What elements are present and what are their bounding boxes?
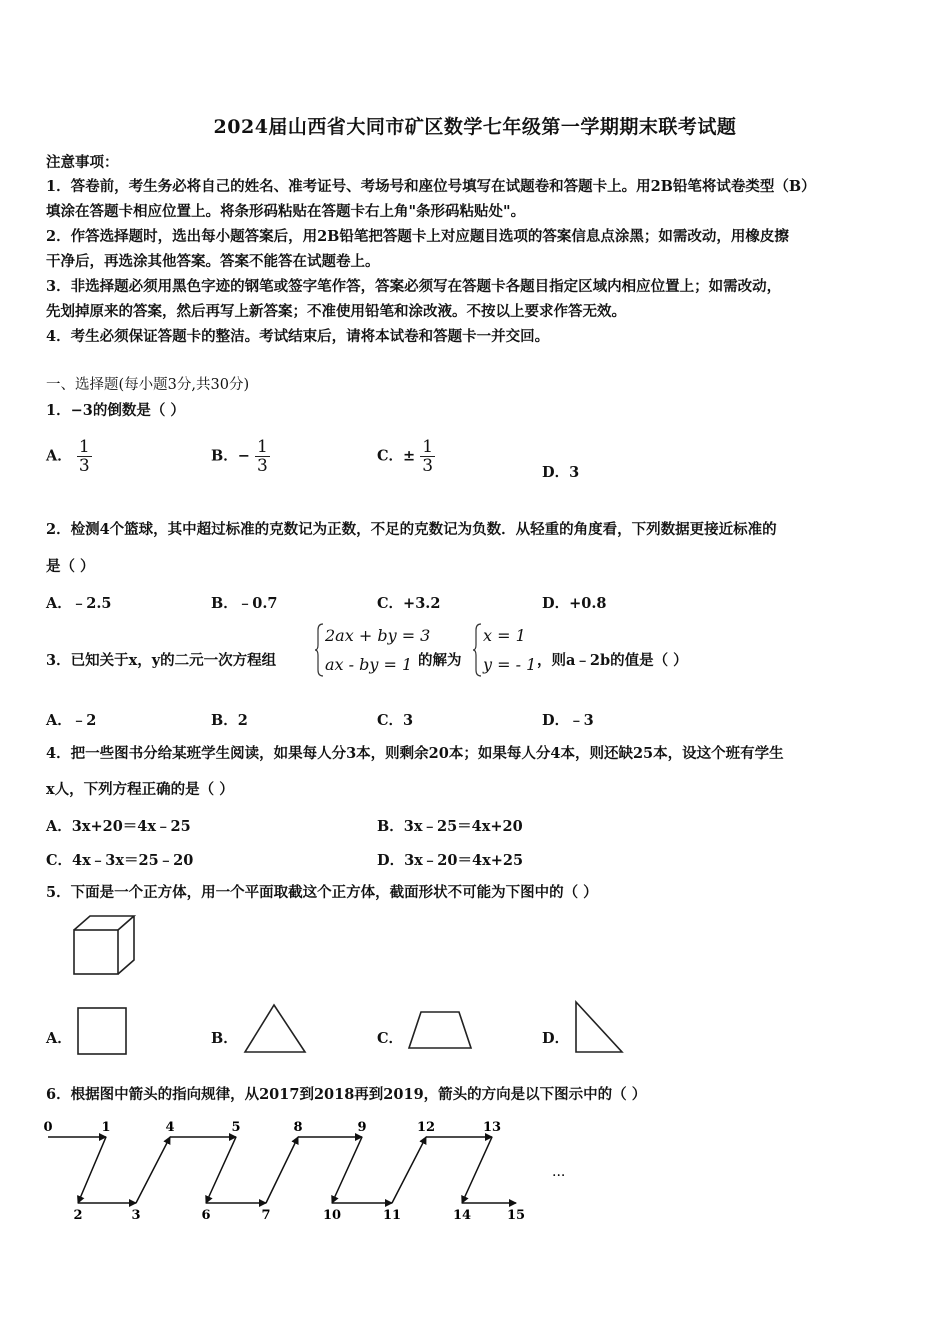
q5-option-b-label: B． [211, 1030, 238, 1047]
top-number-label: 12 [416, 1120, 436, 1135]
q1-c-num: 1 [422, 437, 434, 457]
q1-b-num: 1 [256, 437, 268, 457]
q2-option-c: C．+3.2 [377, 595, 441, 612]
q3-stem-suffix: ，则a﹣2b的值是（ ） [537, 652, 688, 669]
bottom-number-label: 14 [452, 1208, 472, 1223]
notice-line-1: 1．答卷前，考生务必将自己的姓名、准考证号、考场号和座位号填写在试题卷和答题卡上。用2B铅笔将试卷类型（B） [46, 178, 816, 195]
arrow-segment-down-3 [462, 1137, 492, 1203]
q1-c-label: C．± [377, 447, 416, 465]
cube-figure [70, 914, 140, 978]
q4-option-c: C．4x﹣3x＝25﹣20 [46, 852, 194, 869]
q3-option-b: B．2 [211, 712, 248, 729]
q1-a-label: A． [46, 447, 72, 465]
q3-equation-2: ax - by = 1 [325, 655, 413, 674]
triangle-shape [243, 1002, 307, 1054]
q4-stem-line-1: 4．把一些图书分给某班学生阅读，如果每人分3本，则剩余20本；如果每人分4本，则还缺25本，设这个班有学生 [46, 745, 784, 762]
arrow-segment-up-1 [266, 1137, 298, 1203]
top-number-label: 1 [101, 1120, 111, 1135]
top-number-label: 5 [231, 1120, 241, 1135]
notice-line-5: 3．非选择题必须用黑色字迹的钢笔或签字笔作答，答案必须写在答题卡各题目指定区域内相应位置上；如需改动， [46, 278, 782, 295]
arrow-pattern-diagram [40, 1115, 566, 1225]
q2-option-d: D．+0.8 [542, 595, 607, 612]
notice-line-3: 2．作答选择题时，选出每小题答案后，用2B铅笔把答题卡上对应题目选项的答案信息点涂黑；如需改动，用橡皮擦 [46, 228, 789, 245]
arrow-segment-down-2 [332, 1137, 362, 1203]
notice-line-4: 干净后，再选涂其他答案。答案不能答在试题卷上。 [46, 253, 380, 270]
bottom-number-label: 11 [382, 1208, 402, 1223]
q1-c-den: 3 [422, 456, 434, 476]
right-triangle-shape [572, 1000, 624, 1056]
q1-option-b [211, 438, 270, 475]
q2-option-b: B．﹣0.7 [211, 595, 278, 612]
q1-a-den: 3 [78, 456, 90, 476]
notice-line-6: 先划掉原来的答案，然后再写上新答案；不准使用铅笔和涂改液。不按以上要求作答无效。 [46, 303, 626, 320]
q3-solution-x: x = 1 [483, 626, 526, 645]
bottom-number-label: 6 [201, 1208, 211, 1223]
q2-stem-line-1: 2．检测4个篮球，其中超过标准的克数记为正数，不足的克数记为负数．从轻重的角度看，下列数据更接近标准的 [46, 521, 777, 538]
q1-a-num: 1 [78, 437, 90, 457]
q1-c-fraction [420, 438, 435, 475]
q3-equation-1: 2ax + by = 3 [325, 626, 431, 645]
top-number-label: 4 [165, 1120, 175, 1135]
bottom-number-label: 7 [261, 1208, 271, 1223]
q1-option-d: D．3 [542, 464, 580, 481]
q3-stem-prefix: 3．已知关于x，y的二元一次方程组 [46, 652, 277, 669]
bottom-number-label: 15 [506, 1208, 526, 1223]
section-heading: 一、选择题(每小题3分,共30分) [46, 377, 250, 393]
bottom-number-label: 2 [73, 1208, 83, 1223]
q1-stem: 1．−3的倒数是（ ） [46, 402, 185, 419]
q5-option-a-label: A． [46, 1030, 72, 1047]
top-number-label: 0 [43, 1120, 53, 1135]
q3-option-a: A．﹣2 [46, 712, 97, 729]
trapezoid-shape [407, 1010, 475, 1050]
arrow-segments [48, 1137, 516, 1203]
q4-option-b: B．3x﹣25＝4x+20 [377, 818, 523, 835]
q1-b-fraction [255, 438, 270, 475]
q1-option-c [377, 438, 435, 475]
arrow-segment-down-0 [78, 1137, 106, 1203]
q3-option-d: D．﹣3 [542, 712, 594, 729]
page-title: 2024届山西省大同市矿区数学七年级第一学期期末联考试题 [213, 116, 737, 138]
q2-stem-line-2: 是（ ） [46, 558, 95, 575]
arrow-segment-down-1 [206, 1137, 236, 1203]
q1-a-fraction [77, 438, 92, 475]
q3-option-c: C．3 [377, 712, 414, 729]
top-number-label: 9 [357, 1120, 367, 1135]
q3-system-brace [315, 623, 325, 677]
q4-option-a: A．3x+20＝4x﹣25 [46, 818, 191, 835]
q4-stem-line-2: x人，下列方程正确的是（ ） [46, 781, 234, 798]
notice-line-7: 4．考生必须保证答题卡的整洁。考试结束后，请将本试卷和答题卡一并交回。 [46, 328, 550, 345]
q6-stem: 6．根据图中箭头的指向规律，从2017到2018再到2019，箭头的方向是以下图示中的（ ） [46, 1086, 647, 1103]
q5-option-c-label: C． [377, 1030, 404, 1047]
arrow-segment-up-2 [392, 1137, 426, 1203]
arrow-segment-up-0 [136, 1137, 170, 1203]
bottom-number-label: 3 [131, 1208, 141, 1223]
notice-heading: 注意事项： [46, 154, 119, 171]
square-shape [76, 1006, 128, 1058]
top-number-label: 13 [482, 1120, 502, 1135]
top-number-label: 8 [293, 1120, 303, 1135]
q1-b-den: 3 [256, 456, 268, 476]
q1-b-label: B．− [211, 447, 250, 465]
bottom-number-label: 10 [322, 1208, 342, 1223]
notice-line-2: 填涂在答题卡相应位置上。将条形码粘贴在答题卡右上角"条形码粘贴处"。 [46, 203, 526, 220]
q4-option-d: D．3x﹣20＝4x+25 [377, 852, 524, 869]
q6-ellipsis: ... [552, 1164, 566, 1180]
q1-option-a [46, 438, 92, 475]
q3-solution-brace [473, 623, 483, 677]
q5-option-d-label: D． [542, 1030, 570, 1047]
q3-stem-middle: 的解为 [418, 652, 462, 669]
q2-option-a: A．﹣2.5 [46, 595, 112, 612]
q5-stem: 5．下面是一个正方体，用一个平面取截这个正方体，截面形状不可能为下图中的（ ） [46, 884, 598, 901]
q3-solution-y: y = - 1 [483, 655, 537, 674]
